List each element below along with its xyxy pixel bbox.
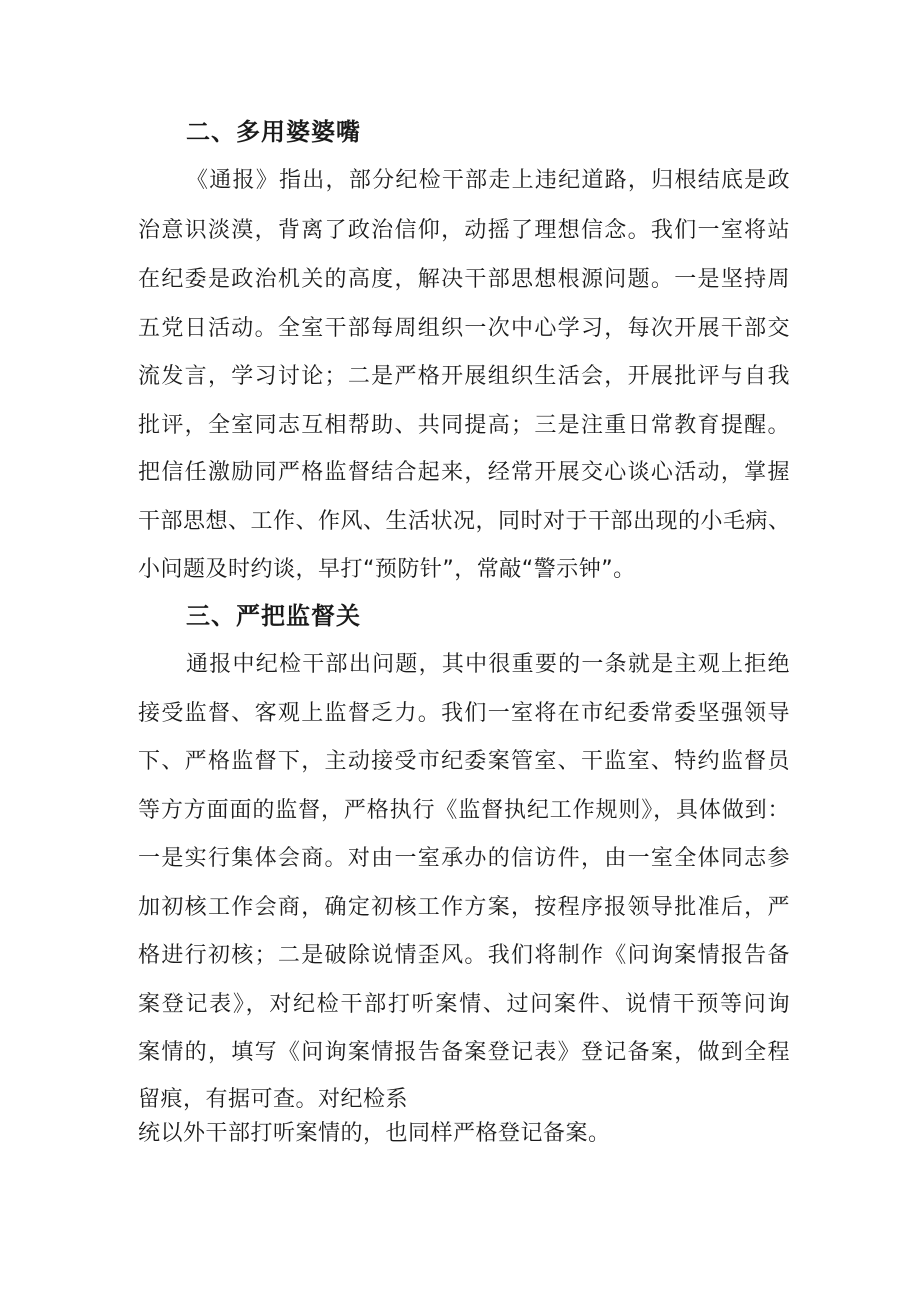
paragraph-line: 五党日活动。全室干部每周组织一次中心学习，每次开展干部交 bbox=[138, 316, 790, 341]
paragraph-line: 加初核工作会商，确定初核工作方案，按程序报领导批准后，严 bbox=[138, 895, 790, 920]
paragraph-line: 批评，全室同志互相帮助、共同提高；三是注重日常教育提醒。 bbox=[138, 413, 790, 438]
section-heading-2: 二、多用婆婆嘴 bbox=[186, 118, 361, 146]
paragraph-line: 等方方面面的监督，严格执行《监督执纪工作规则》，具体做到： bbox=[138, 798, 790, 823]
paragraph-line: 下、严格监督下，主动接受市纪委案管室、干监室、特约监督员 bbox=[138, 749, 790, 774]
paragraph-line: 把信任激励同严格监督结合起来，经常开展交心谈心活动，掌握 bbox=[138, 460, 790, 485]
paragraph-line: 治意识淡漠，背离了政治信仰，动摇了理想信念。我们一室将站 bbox=[138, 218, 790, 243]
paragraph-line: 干部思想、工作、作风、生活状况，同时对于干部出现的小毛病、 bbox=[138, 509, 791, 534]
paragraph-line: 统以外干部打听案情的，也同样严格登记备案。 bbox=[138, 1121, 611, 1146]
paragraph-line: 格进行初核；二是破除说情歪风。我们将制作《问询案情报告备 bbox=[138, 943, 790, 968]
paragraph-line: 接受监督、客观上监督乏力。我们一室将在市纪委常委坚强领导 bbox=[138, 701, 790, 726]
paragraph-line: 一是实行集体会商。对由一室承办的信访件，由一室全体同志参 bbox=[138, 846, 790, 871]
paragraph-line: 流发言，学习讨论；二是严格开展组织生活会，开展批评与自我 bbox=[138, 364, 790, 389]
paragraph-line: 小问题及时约谈，早打“预防针”，常敲“警示钟”。 bbox=[138, 557, 636, 582]
paragraph-line: 《通报》指出，部分纪检干部走上违纪道路，归根结底是政 bbox=[186, 168, 790, 193]
section-heading-3: 三、严把监督关 bbox=[186, 602, 361, 630]
paragraph-line: 留痕，有据可查。对纪检系 bbox=[138, 1087, 409, 1112]
paragraph-line: 案情的，填写《问询案情报告备案登记表》登记备案，做到全程 bbox=[138, 1040, 790, 1065]
paragraph-line: 在纪委是政治机关的高度，解决干部思想根源问题。一是坚持周 bbox=[138, 267, 790, 292]
paragraph-line: 通报中纪检干部出问题，其中很重要的一条就是主观上拒绝 bbox=[186, 652, 790, 677]
paragraph-line: 案登记表》，对纪检干部打听案情、过问案件、说情干预等问询 bbox=[138, 992, 790, 1017]
